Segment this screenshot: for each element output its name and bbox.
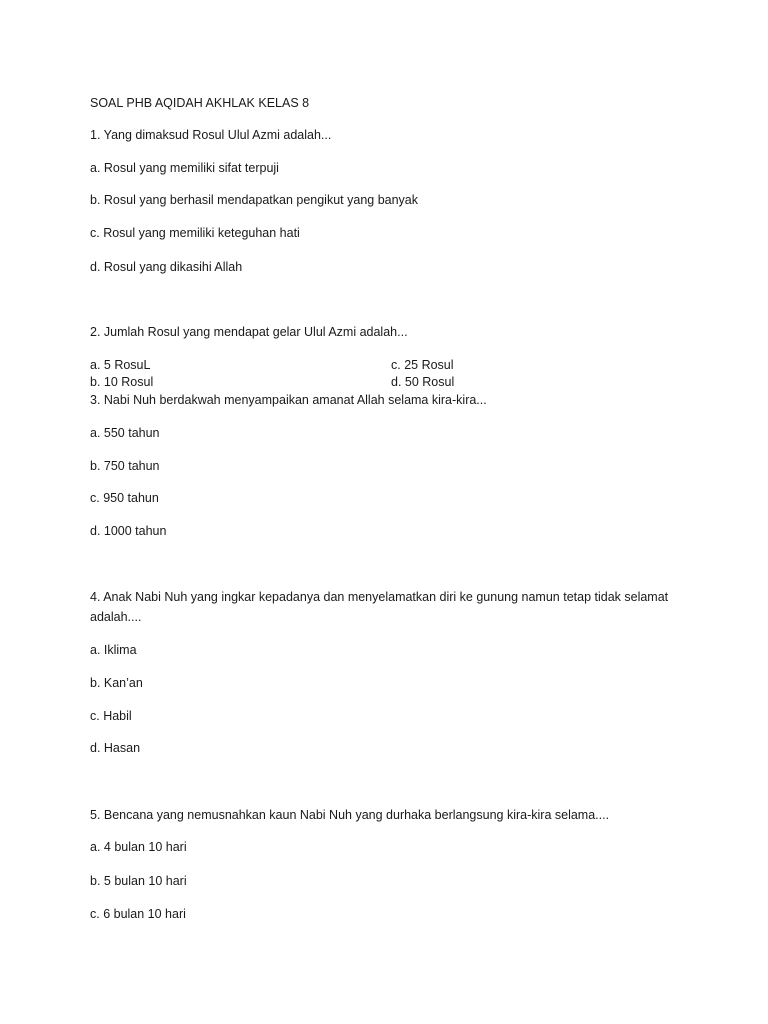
question-2-option-d: d. 50 Rosul <box>391 375 455 389</box>
question-4-option-b: b. Kan’an <box>90 676 143 690</box>
question-1-option-c: c. Rosul yang memiliki keteguhan hati <box>90 226 300 240</box>
question-2: 2. Jumlah Rosul yang mendapat gelar Ulul Azmi adalah... <box>90 325 408 339</box>
question-3-option-d: d. 1000 tahun <box>90 524 167 538</box>
question-5-option-c: c. 6 bulan 10 hari <box>90 907 186 921</box>
document-title: SOAL PHB AQIDAH AKHLAK KELAS 8 <box>90 96 310 110</box>
question-4-option-c: c. Habil <box>90 709 132 723</box>
question-4-option-d: d. Hasan <box>90 741 141 755</box>
question-2-option-c: c. 25 Rosul <box>391 358 454 372</box>
question-3: 3. Nabi Nuh berdakwah menyampaikan amanat Allah selama kira-kira... <box>90 393 487 407</box>
question-5: 5. Bencana yang nemusnahkan kaun Nabi Nuh yang durhaka berlangsung kira-kira selama.... <box>90 808 610 822</box>
question-3-option-a: a. 550 tahun <box>90 426 160 440</box>
question-1-option-a: a. Rosul yang memiliki sifat terpuji <box>90 161 279 175</box>
question-3-option-b: b. 750 tahun <box>90 459 160 473</box>
question-4-line-1: 4. Anak Nabi Nuh yang ingkar kepadanya dan menyelamatkan diri ke gunung namun tetap tidak selamat <box>90 590 669 604</box>
question-1-option-d: d. Rosul yang dikasihi Allah <box>90 260 243 274</box>
question-5-option-a: a. 4 bulan 10 hari <box>90 840 187 854</box>
question-4-line-2: adalah.... <box>90 610 142 624</box>
question-3-option-c: c. 950 tahun <box>90 491 159 505</box>
question-2-option-a: a. 5 RosuL <box>90 358 151 372</box>
question-1: 1. Yang dimaksud Rosul Ulul Azmi adalah... <box>90 128 332 142</box>
question-5-option-b: b. 5 bulan 10 hari <box>90 874 187 888</box>
question-4-option-a: a. Iklima <box>90 643 137 657</box>
question-1-option-b: b. Rosul yang berhasil mendapatkan pengikut yang banyak <box>90 193 418 207</box>
question-2-option-b: b. 10 Rosul <box>90 375 154 389</box>
